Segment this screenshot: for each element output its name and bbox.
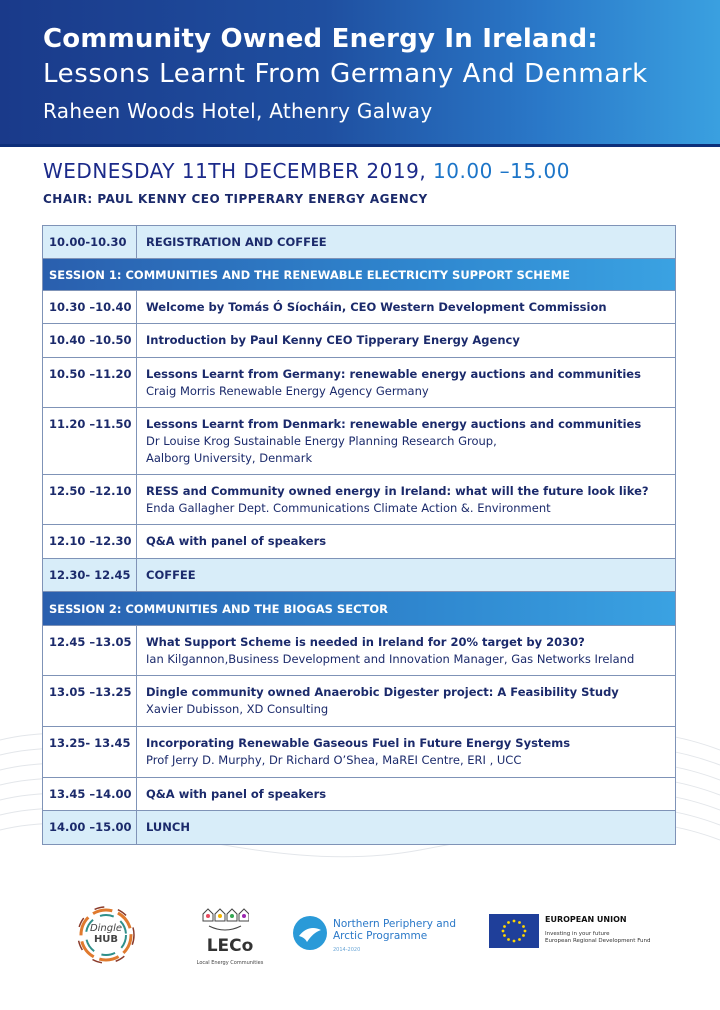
session-title: SESSION 2: COMMUNITIES AND THE BIOGAS SECTOR [49,601,388,616]
agenda-desc [137,727,675,777]
date-text: WEDNESDAY 11TH DECEMBER 2019, [43,159,427,183]
agenda-title: Q&A with panel of speakers [146,787,327,801]
agenda-title: RESS and Community owned energy in Ireland: what will the future look like? [146,484,649,498]
agenda-title: Dingle community owned Anaerobic Digester project: A Feasibility Study [146,685,619,699]
npa-years: 2014-2020 [333,947,361,953]
agenda-time: 10.50 –11.20 [43,358,137,407]
agenda-desc [137,525,675,558]
agenda-title: Incorporating Renewable Gaseous Fuel in Future Energy Systems [146,736,571,750]
agenda-speaker: Craig Morris Renewable Energy Agency Germany [146,384,429,398]
agenda-speaker-affiliation: Aalborg University, Denmark [146,451,313,465]
agenda-row [43,408,675,475]
agenda-time: 10.40 –10.50 [43,324,137,357]
leco-tagline: Local Energy Communities [196,960,264,966]
agenda-speaker: Xavier Dubisson, XD Consulting [146,702,329,716]
agenda-title: Q&A with panel of speakers [146,534,327,548]
agenda-row [43,525,675,559]
event-venue: Raheen Woods Hotel, Athenry Galway [43,99,433,123]
agenda-desc [137,811,675,844]
agenda-desc [137,324,675,357]
agenda-time: 13.05 –13.25 [43,676,137,726]
agenda-row [43,727,675,778]
agenda-time: 12.45 –13.05 [43,626,137,675]
agenda-desc [137,626,675,675]
npa-line1: Northern Periphery and [333,918,457,930]
agenda-row [43,324,675,358]
agenda-row [43,559,675,592]
agenda-speaker: Prof Jerry D. Murphy, Dr Richard O’Shea, MaREI Centre, ERI , UCC [146,753,522,767]
agenda-time: 13.45 –14.00 [43,778,137,810]
agenda-title: LUNCH [146,820,190,834]
agenda-time: 10.30 –10.40 [43,291,137,323]
leco-houses-icon [201,904,249,932]
leco-name: LECo [206,936,254,956]
agenda-time: 10.00-10.30 [43,226,137,258]
session-title: SESSION 1: COMMUNITIES AND THE RENEWABLE ELECTRICITY SUPPORT SCHEME [49,267,570,282]
event-date [43,159,570,183]
time-text: 10.00 –15.00 [433,159,570,183]
leco-logo [193,904,267,974]
npa-bird-icon [291,914,329,952]
dingle-hub-text [75,923,137,945]
agenda-speaker: Ian Kilgannon,Business Development and Innovation Manager, Gas Networks Ireland [146,652,635,666]
agenda-row [43,475,675,525]
agenda-time: 13.25- 13.45 [43,727,137,777]
agenda-desc [137,475,675,524]
session-header [43,259,675,291]
agenda-title: Lessons Learnt from Denmark: renewable energy auctions and communities [146,417,642,431]
npa-line2: Arctic Programme [333,930,428,942]
npa-text [333,918,456,956]
eu-flag-icon [489,914,539,948]
agenda-time: 12.10 –12.30 [43,525,137,558]
agenda-time: 14.00 –15.00 [43,811,137,844]
eu-logo [489,914,675,954]
chair-line: CHAIR: PAUL KENNY CEO TIPPERARY ENERGY AGENCY [43,192,428,206]
eu-text [545,931,651,945]
session-header [43,592,675,626]
agenda-time: 12.50 –12.10 [43,475,137,524]
agenda-desc [137,291,675,323]
eu-title: EUROPEAN UNION [545,915,627,924]
agenda-row [43,226,675,259]
agenda-desc [137,676,675,726]
agenda-title: Introduction by Paul Kenny CEO Tipperary Energy Agency [146,333,520,347]
agenda-row [43,778,675,811]
event-subtitle: Lessons Learnt From Germany And Denmark [43,59,648,89]
agenda-row [43,676,675,727]
dingle-hub-logo [75,904,137,966]
agenda-desc [137,408,675,474]
agenda-speaker: Dr Louise Krog Sustainable Energy Planning Research Group, [146,434,497,448]
agenda-row [43,291,675,324]
agenda-time: 12.30- 12.45 [43,559,137,591]
agenda-title: COFFEE [146,568,196,582]
agenda-desc [137,559,675,591]
eu-line1: Investing in your future [545,931,610,937]
agenda-time: 11.20 –11.50 [43,408,137,474]
agenda-row [43,811,675,844]
agenda-speaker: Enda Gallagher Dept. Communications Climate Action &. Environment [146,501,551,515]
agenda-table [42,225,676,845]
agenda-title: Lessons Learnt from Germany: renewable energy auctions and communities [146,367,641,381]
agenda-desc [137,358,675,407]
event-title: Community Owned Energy In Ireland: [43,24,598,54]
sponsor-logos [57,890,677,982]
agenda-row [43,358,675,408]
eu-line2: European Regional Development Fund [545,938,651,944]
hub-label: HUB [93,934,119,945]
agenda-title: What Support Scheme is needed in Ireland for 20% target by 2030? [146,635,585,649]
agenda-title: REGISTRATION AND COFFEE [146,235,327,249]
agenda-desc [137,226,675,258]
npa-logo [291,914,457,958]
agenda-row [43,626,675,676]
agenda-desc [137,778,675,810]
dingle-label: Dingle [89,923,123,934]
header-divider [0,144,720,147]
agenda-title: Welcome by Tomás Ó Síocháin, CEO Western Development Commission [146,300,607,314]
